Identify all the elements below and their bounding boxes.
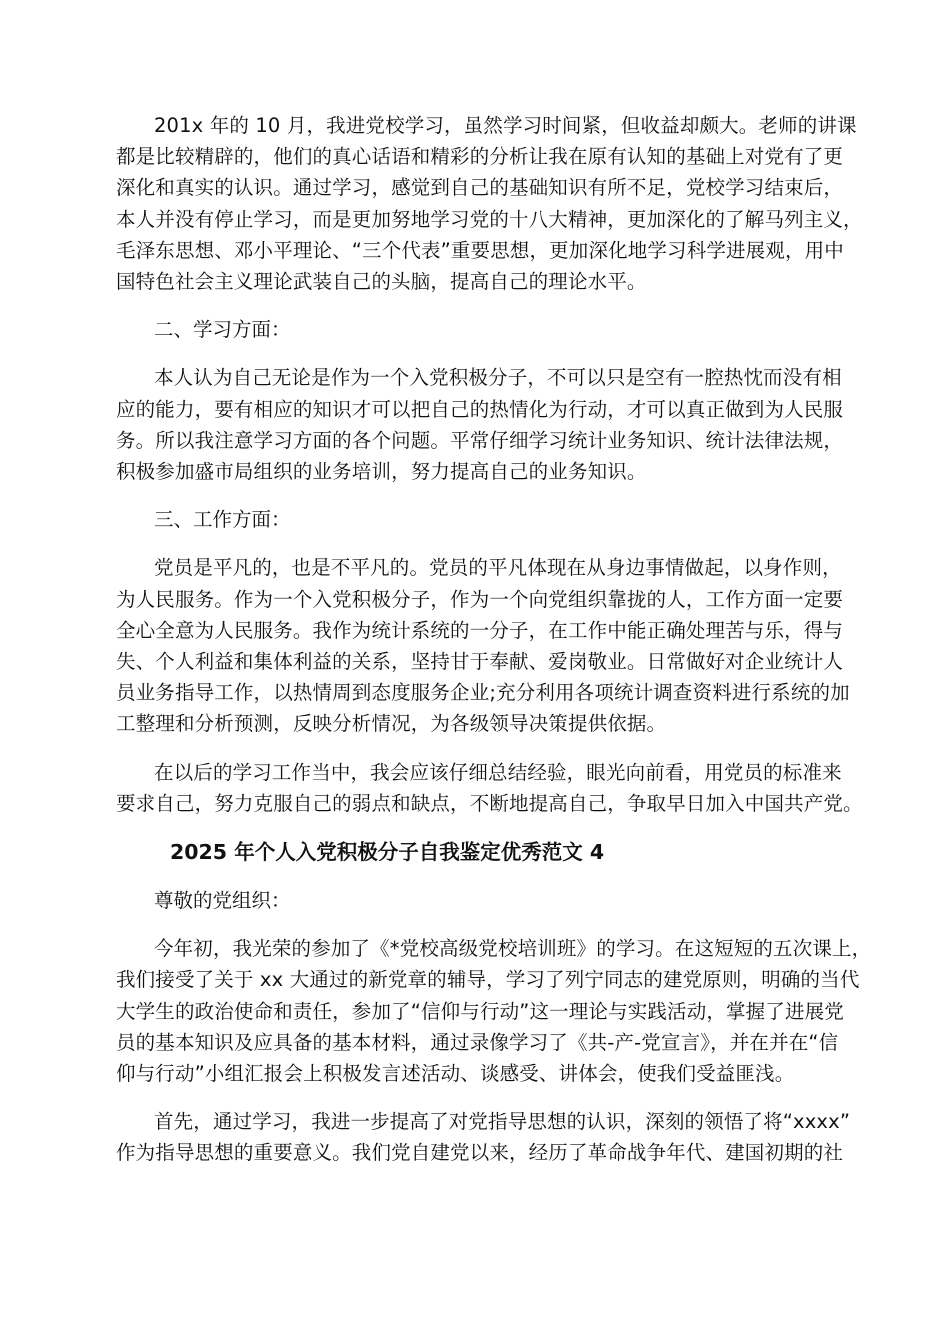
text-line: 党员是平凡的，也是不平凡的。党员的平凡体现在从身边事情做起，以身作则， [154,556,842,580]
text-line: 本人并没有停止学习，而是更加努地学习党的十八大精神，更加深化的了解马列主义， [116,207,863,231]
paragraph-ideology [116,1106,851,1168]
text-line: 积极参加盛市局组织的业务培训，努力提高自己的业务知识。 [116,460,647,484]
text-line: 员的基本知识及应具备的基本材料，通过录像学习了《共-产-党宣言》，并在并在“信 [116,1030,839,1054]
text-line: 务。所以我注意学习方面的各个问题。平常仔细学习统计业务知识、统计法律法规， [116,428,844,452]
text-line: 都是比较精辟的，他们的真心话语和精彩的分析让我在原有认知的基础上对党有了更 [116,145,844,169]
text-line: 要求自己，努力克服自己的弱点和缺点，不断地提高自己，争取早日加入中国共产党。 [116,791,863,815]
text-line: 仰与行动”小组汇报会上积极发言述活动、谈感受、讲体会，使我们受益匪浅。 [116,1062,795,1086]
salutation: 尊敬的党组织： [154,889,291,913]
document-body [116,110,872,1169]
paragraph-training [116,933,872,1089]
text-line: 今年初，我光荣的参加了《*党校高级党校培训班》的学习。在这短短的五次课上， [154,937,872,961]
paragraph-study [116,362,844,487]
text-line: 在以后的学习工作当中，我会应该仔细总结经验，眼光向前看，用党员的标准来 [154,760,842,784]
paragraph-party-school-study [116,110,863,297]
text-line: 国特色社会主义理论武装自己的头脑，提高自己的理论水平。 [116,270,647,294]
text-line: 员业务指导工作，以热情周到态度服务企业;充分利用各项统计调查资料进行系统的加 [116,681,850,705]
text-line: 工整理和分析预测，反映分析情况，为各级领导决策提供依据。 [116,712,667,736]
paragraph-work [116,552,850,739]
text-line: 全心全意为人民服务。我作为统计系统的一分子，在工作中能正确处理苦与乐，得与 [116,618,844,642]
document-title: 2025 年个人入党积极分子自我鉴定优秀范文 4 [170,840,605,865]
text-line: 我们接受了关于 xx 大通过的新党章的辅导，学习了列宁同志的建党原则，明确的当代 [116,968,860,992]
text-line: 201x 年的 10 月，我进党校学习，虽然学习时间紧，但收益却颇大。老师的讲课 [154,114,857,137]
text-line: 首先，通过学习，我进一步提高了对党指导思想的认识，深刻的领悟了将“xxxx” [154,1110,851,1134]
text-line: 本人认为自己无论是作为一个入党积极分子，不可以只是空有一腔热忱而没有相 [154,366,842,390]
text-line: 作为指导思想的重要意义。我们党自建党以来，经历了革命战争年代、建国初期的社 [116,1141,844,1165]
section-heading-work: 三、工作方面： [154,508,291,532]
section-heading-study: 二、学习方面： [154,318,291,342]
text-line: 毛泽东思想、邓小平理论、“三个代表”重要思想，更加深化地学习科学进展观，用中 [116,238,844,262]
text-line: 失、个人利益和集体利益的关系，坚持甘于奉献、爱岗敬业。日常做好对企业统计人 [116,650,844,674]
text-line: 深化和真实的认识。通过学习，感觉到自己的基础知识有所不足，党校学习结束后， [116,176,844,200]
text-line: 为人民服务。作为一个入党积极分子，作为一个向党组织靠拢的人，工作方面一定要 [116,587,844,611]
text-line: 应的能力，要有相应的知识才可以把自己的热情化为行动，才可以真正做到为人民服 [116,397,844,421]
paragraph-future [116,757,863,819]
text-line: 大学生的政治使命和责任，参加了“信仰与行动”这一理论与实践活动，掌握了进展党 [116,999,844,1023]
